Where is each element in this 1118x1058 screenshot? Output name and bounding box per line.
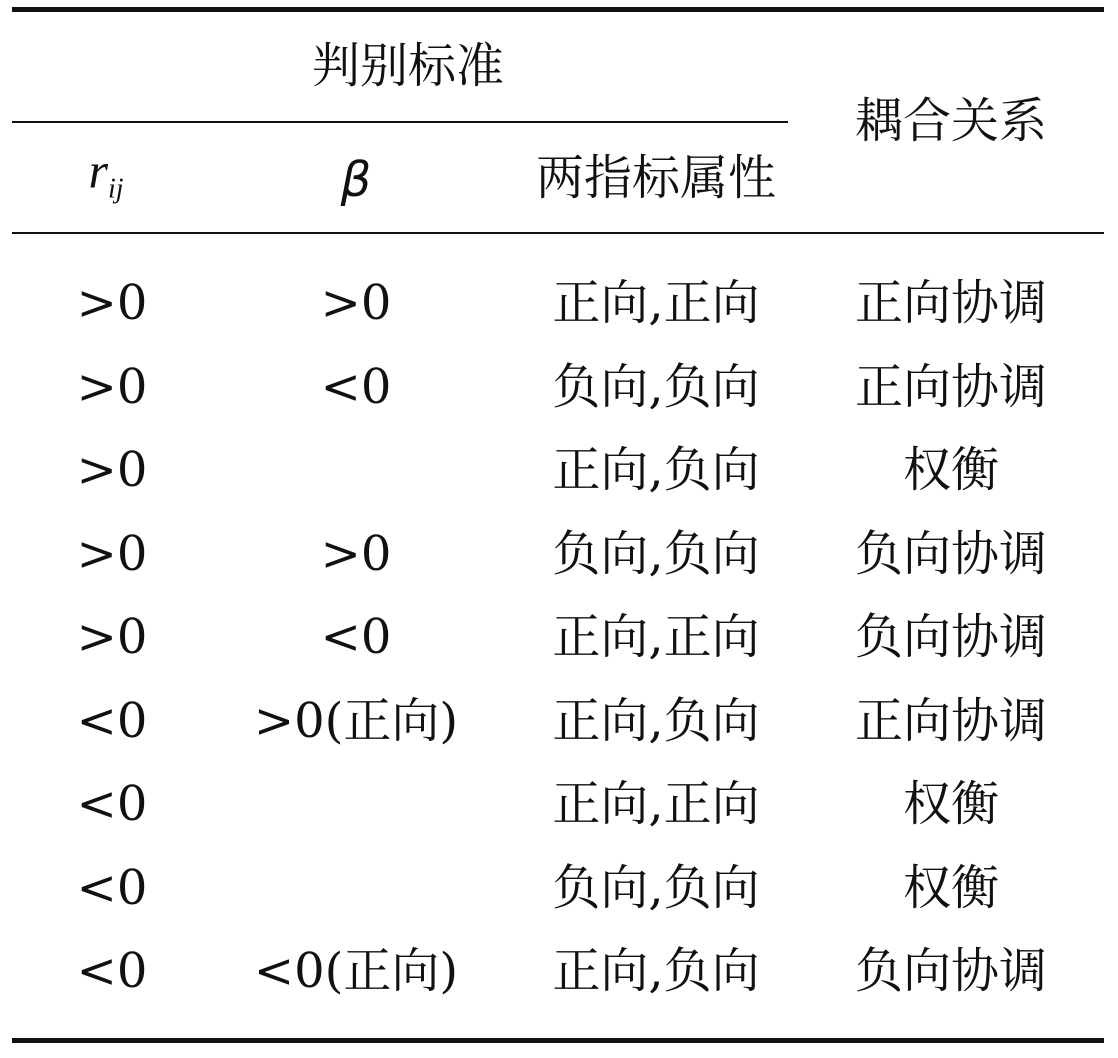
cell-rij: >0 bbox=[76, 275, 148, 331]
criteria-group-rule bbox=[12, 121, 788, 123]
cell-attributes: 负向,负向 bbox=[552, 358, 760, 415]
cell-beta: <0(正向) bbox=[253, 943, 459, 999]
cell-rij: >0 bbox=[76, 358, 148, 415]
header-criteria-group: 判别标准 bbox=[311, 38, 505, 94]
cell-coupling-relation: 权衡 bbox=[902, 442, 1000, 498]
cell-rij: <0 bbox=[76, 776, 148, 832]
cell-rij: >0 bbox=[76, 442, 148, 498]
cell-beta: >0(正向) bbox=[253, 692, 459, 749]
cell-coupling-relation: 权衡 bbox=[902, 776, 1000, 832]
cell-attributes: 负向,负向 bbox=[552, 525, 760, 582]
cell-attributes: 正向,正向 bbox=[552, 275, 760, 331]
cell-attributes: 正向,负向 bbox=[552, 692, 760, 749]
top-rule bbox=[12, 7, 1104, 12]
header-beta: β bbox=[340, 152, 372, 208]
cell-beta: <0 bbox=[320, 609, 392, 665]
cell-rij: >0 bbox=[76, 525, 148, 582]
cell-coupling-relation: 正向协调 bbox=[854, 358, 1048, 415]
header-rule bbox=[12, 232, 1104, 234]
rij-subscript: ij bbox=[107, 173, 124, 205]
cell-attributes: 正向,正向 bbox=[552, 609, 760, 665]
cell-rij: >0 bbox=[76, 609, 148, 665]
cell-coupling-relation: 权衡 bbox=[902, 859, 1000, 916]
cell-coupling-relation: 负向协调 bbox=[854, 943, 1048, 999]
cell-coupling-relation: 负向协调 bbox=[854, 525, 1048, 582]
cell-rij: <0 bbox=[76, 692, 148, 749]
cell-rij: <0 bbox=[76, 859, 148, 916]
cell-attributes: 正向,正向 bbox=[552, 776, 760, 832]
cell-rij: <0 bbox=[76, 943, 148, 999]
cell-beta: <0 bbox=[320, 358, 392, 415]
cell-beta: >0 bbox=[320, 275, 392, 331]
cell-attributes: 正向,负向 bbox=[552, 943, 760, 999]
cell-coupling-relation: 正向协调 bbox=[854, 275, 1048, 331]
header-coupling-relation: 耦合关系 bbox=[854, 93, 1048, 149]
bottom-rule bbox=[12, 1038, 1104, 1043]
cell-beta: >0 bbox=[320, 525, 392, 582]
header-indicator-attributes: 两指标属性 bbox=[535, 150, 777, 206]
header-rij bbox=[88, 142, 123, 219]
cell-attributes: 正向,负向 bbox=[552, 442, 760, 498]
cell-coupling-relation: 正向协调 bbox=[854, 692, 1048, 749]
rij-symbol: r bbox=[88, 142, 108, 199]
cell-coupling-relation: 负向协调 bbox=[854, 609, 1048, 665]
cell-attributes: 负向,负向 bbox=[552, 859, 760, 916]
